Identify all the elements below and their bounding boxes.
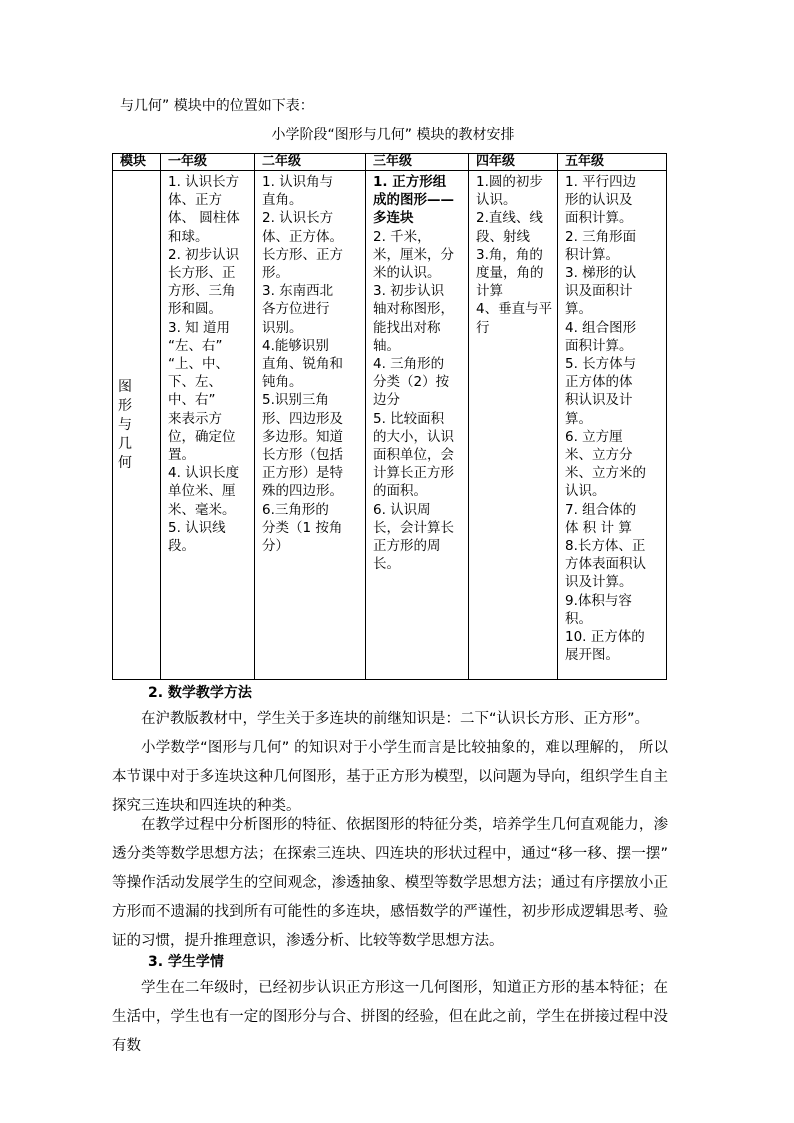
grade2-cell [255,171,366,680]
intro-text: 与几何” 模块中的位置如下表： [120,98,314,114]
module-name: 图形 与几 何 [118,378,138,471]
section3-paragraph: 学生在二年级时，已经初步认识正方形这一几何图形，知道正方形的基本特征；在生活中，学生也有一定的图形分与合、拼图的经验，但在此之前，学生在拼接过程中没有数 [112,980,668,1054]
grade4-item: 3.角，角的 度量，角的 计算 [476,246,544,300]
section2-paragraph-2: 小学数学“图形与几何” 的知识对于小学生而言是比较抽象的，难以理解的， 所以本节课中对于多连块这种几何图形，基于正方形为模型，以问题为导向，组织学生自主探究三连块和四连块的种类。 [112,740,668,814]
grade2-item: 4.能够识别 直角、锐角和 钝角。 [262,337,343,391]
grade5-cell [558,171,667,680]
grade2-item: 2. 认识长方 体、正方体。 长方形、正方 形。 [262,210,343,282]
grade1-cell [161,171,255,680]
grade1-item: 2. 初步认识 长方形、正 方形、三角 形和圆。 [168,246,240,318]
header-grade4: 四年级 [469,154,558,171]
header-grade1: 一年级 [161,154,255,171]
grade3-cell [366,171,469,680]
grade1-item: 1. 认识长方 体、正方 体、 圆柱体 和球。 [168,174,240,245]
grade5-item: 8.长方体、正 方体表面积认 识及计算。 [565,538,646,591]
section2-paragraph-1: 在沪教版教材中，学生关于多连块的前继知识是：二下“认识长方形、正方形”。 [141,711,650,727]
header-grade2: 二年级 [255,154,366,171]
grade4-item: 2.直线、线 段、射线 [476,210,543,245]
curriculum-table [112,153,667,680]
section2-paragraph-3: 在教学过程中分析图形的特征、依据图形的特征分类，培养学生几何直观能力，渗透分类等数学思想方法；在探索三连块、四连块的形状过程中，通过“移一移、摆一摆” 等操作活动发展学生的空间观念，渗透抽象、模型等数学思想方法；通过有序摆放小正方形而不遗漏的找到所有可能性的多连块，感悟数学的严谨性，初步形成逻辑思考、验证的习惯，提升推理意识，渗透分析、比较等数学思想方法。 [112,817,668,949]
grade4-item: 4、垂直与平 行 [476,301,553,336]
grade5-item: 10. 正方体的 展开图。 [565,629,645,664]
grade2-item: 3. 东南西北 各方位进行 识别。 [262,283,334,336]
grade3-item: 2. 千米， 米，厘米，分 米的认识。 [373,228,454,282]
grade1-item: 5. 认识线 段。 [168,519,226,555]
header-module: 模块 [113,154,161,171]
header-grade5: 五年级 [558,154,667,171]
module-cell [113,171,161,680]
grade5-item: 6. 立方厘 米、立方分 米、立方米的 认识。 [565,428,646,500]
grade1-item: 3. 知 道用 “左、右” “上、中、 下、左、 中、右” 来表示方 位，确定位 置。 [168,319,236,464]
section2-heading: 2. 数学教学方法 [148,685,252,701]
grade5-item: 3. 梯形的认 识及面积计 算。 [565,265,637,318]
grade2-item: 1. 认识角与 直角。 [262,174,334,209]
grade5-item: 4. 组合图形 面积计算。 [565,319,637,354]
table-caption: 小学阶段“图形与几何” 模块的教材安排 [271,127,515,143]
grade3-item: 4. 三角形的 分类（2）按 边分 [373,356,450,409]
grade3-item: 5. 比较面积 的大小，认识 面积单位，会 计算长正方形 的面积。 [373,410,454,500]
table-header-row [113,154,667,171]
header-grade3: 三年级 [366,154,469,171]
table-row [113,171,667,680]
grade5-item: 7. 组合体的 体 积 计 算 [565,501,637,536]
grade4-item: 1.圆的初步 认识。 [476,174,543,209]
grade2-item: 5.识别三角 形、四边形及 多边形。知道 长方形（包括 正方形）是特 殊的四边形。 [262,392,343,500]
grade2-item: 6.三角形的 分类（1 按角 分） [262,501,343,555]
grade5-item: 5. 长方体与 正方体的体 积认识及计 算。 [565,356,637,427]
grade5-item: 9.体积与容 积。 [565,592,632,627]
section3-heading: 3. 学生学情 [148,954,224,970]
grade4-cell [469,171,558,680]
grade5-item: 2. 三角形面 积计算。 [565,228,637,263]
grade1-item: 4. 认识长度 单位米、厘 米、毫米。 [168,465,240,518]
grade5-item: 1. 平行四边 形的认识及 面积计算。 [565,174,637,227]
grade3-item: 6. 认识周 长，会计算长 正方形的周 长。 [373,501,454,573]
grade3-item: 3. 初步认识 轴对称图形， 能找出对称 轴。 [373,283,454,354]
grade3-item-bold: 1. 正方形组 成的图形—— 多连块 [373,174,454,227]
